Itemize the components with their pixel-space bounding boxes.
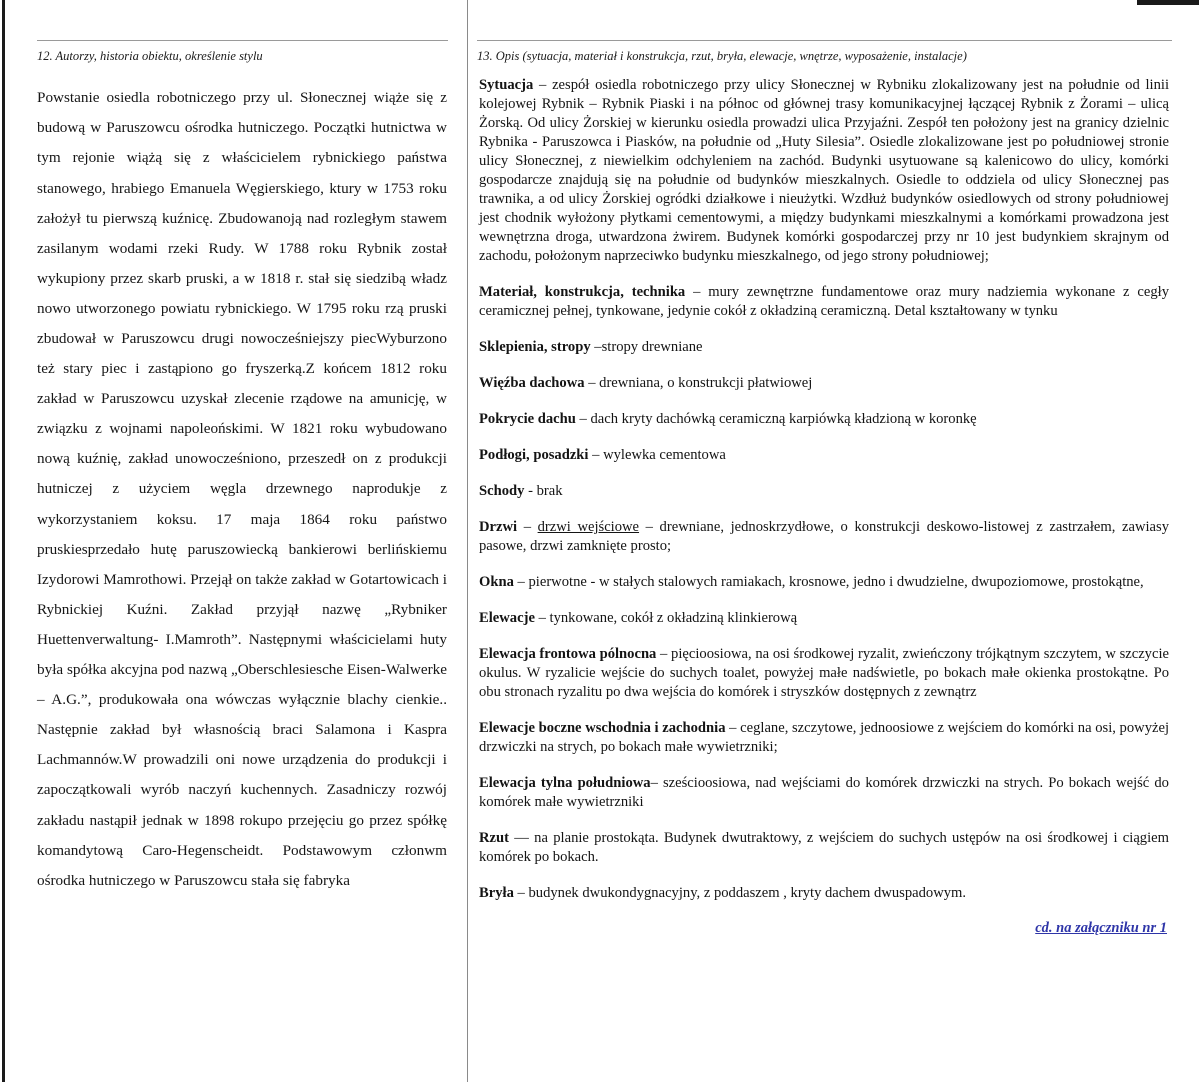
- description-entry-text: zespół osiedla robotniczego przy ulicy Słonecznej w Rybniku zlokalizowany jest na południe od linii kolejowej Rybnik – Rybnik Piaski i na północ od głównej trasy komunikacyjnej łączącej Rybnik z Żorami – ulicą Żorską. Od ulicy Żorskiej w kierunku osiedla prowadzi ulica Przyjaźni. Zespół ten położony jest na granicy dzielnic Rybnika - Paruszowca i Piasków, na południe od „Huty Silesia”. Osiedle zlokalizowane jest po południowej stronie ulicy Słonecznej, z niewielkim odchyleniem na zachód. Budynki usytuowane są kalenicowo do ulicy, komórki gospodarcze znajdują się na południe od budynków mieszkalnych. Osiedle to oddziela od ulicy Słonecznej pas trawnika, a od ulicy Żorskiej ogródki działkowe i nieużytki. Wzdłuż budynków osiedlowych od strony południowej jest chodnik wyłożony płytkami cementowymi, a między budynkami mieszkalnymi a komórkami prowadzona jest wewnętrzna droga, utwardzona żwirem. Budynek komórki gospodarczej przy nr 10 jest budynkiem skrajnym od zachodu, położonym naprzeciwko budynku mieszkalnego, od jego strony południowej;: [479, 77, 1169, 265]
- description-entry-label: Elewacja frontowa pólnocna: [479, 646, 657, 663]
- description-entry: Drzwi – drzwi wejściowe – drewniane, jednoskrzydłowe, o konstrukcji deskowo-listowej z zastrzałem, zawiasy pasowe, drzwi zamknięte prosto;: [479, 519, 1169, 555]
- two-column-layout: [18, 0, 1181, 1082]
- description-entry-text: pięcioosiowa, na osi środkowej ryzalit, zwieńczony trójkątnym szczytem, w szczycie okulus. W ryzalicie wejście do suchych toalet, powyżej małe nadświetle, po bokach małe okienka prostokątne. Po obu stronach ryzalitu po dwa wejścia do komórek i stryszków dostępnych z zewnątrz: [479, 646, 1169, 701]
- description-entry-label: Pokrycie dachu: [479, 411, 576, 428]
- description-entry-underlined-term: drzwi wejściowe: [537, 519, 640, 536]
- description-entry: Rzut — na planie prostokąta. Budynek dwutraktowy, z wejściem do suchych ustępów na osi środkowej i ciągiem komórek po bokach.: [479, 830, 1169, 866]
- description-entry-text: mury zewnętrzne fundamentowe oraz mury nadziemia wykonane z cegły ceramicznej pełnej, tynkowane, jedynie cokół z okładziną ceramiczną. Detal kształtowany w tynku: [479, 284, 1169, 320]
- description-entry: Więźba dachowa – drewniana, o konstrukcji płatwiowej: [479, 375, 813, 392]
- description-entry-text: brak: [536, 483, 563, 500]
- description-entry-label: Schody: [479, 483, 525, 500]
- description-entry: Schody - brak: [479, 483, 563, 500]
- description-entry-label: Materiał, konstrukcja, technika: [479, 284, 686, 301]
- description-entry: Sytuacja – zespół osiedla robotniczego przy ulicy Słonecznej w Rybniku zlokalizowany jest na południe od linii kolejowej Rybnik – Rybnik Piaski i na północ od głównej trasy komunikacyjnej łączącej Rybnik z Żorami – ulicą Żorską. Od ulicy Żorskiej w kierunku osiedla prowadzi ulica Przyjaźni. Zespół ten położony jest na granicy dzielnic Rybnika - Paruszowca i Piasków, na południe od „Huty Silesia”. Osiedle zlokalizowane jest po południowej stronie ulicy Słonecznej, z niewielkim odchyleniem na zachód. Budynki usytuowane są kalenicowo do ulicy, komórki gospodarcze znajdują się na południe od budynków mieszkalnych. Osiedle to oddziela od ulicy Słonecznej pas trawnika, a od ulicy Żorskiej ogródki działkowe i nieużytki. Wzdłuż budynków osiedlowych od strony południowej jest chodnik wyłożony płytkami cementowymi, a między budynkami mieszkalnymi a komórkami prowadzona jest wewnętrzna droga, utwardzona żwirem. Budynek komórki gospodarczej przy nr 10 jest budynkiem skrajnym od zachodu, położonym naprzeciwko budynku mieszkalnego, od jego strony południowej;: [479, 77, 1169, 265]
- description-entry-text: ceglane, szczytowe, jednoosiowe z wejściem do komórki na osi, powyżej drzwiczki na strych, po bokach małe wywietrzniki;: [479, 720, 1169, 756]
- description-entry-text: dach kryty dachówką ceramiczną karpiówką kładzioną w koronkę: [590, 411, 977, 428]
- description-entry-text: na planie prostokąta. Budynek dwutraktowy, z wejściem do suchych ustępów na osi środkowej i ciągiem komórek po bokach.: [479, 830, 1169, 866]
- description-entry: Sklepienia, stropy –stropy drewniane: [479, 339, 703, 356]
- description-entry: Okna – pierwotne - w stałych stalowych ramiakach, krosnowe, jedno i dwudzielne, dwupoziomowe, prostokątne,: [479, 574, 1144, 591]
- description-entry-label: Sytuacja: [479, 77, 534, 94]
- description-entry-label: Bryła: [479, 885, 514, 902]
- field-13-heading: 13. Opis (sytuacja, materiał i konstrukcja, rzut, bryła, elewacje, wnętrze, wyposażenie, instalacje): [477, 49, 967, 63]
- description-entry: Elewacja frontowa pólnocna – pięcioosiowa, na osi środkowej ryzalit, zwieńczony trójkątnym szczytem, w szczycie okulus. W ryzalicie wejście do suchych toalet, powyżej małe nadświetle, po bokach małe okienka prostokątne. Po obu stronach ryzalitu po dwa wejścia do komórek i stryszków dostępnych z zewnątrz: [479, 646, 1169, 701]
- record-card-sheet: [18, 0, 1181, 1082]
- page-edge-left-artifact: [2, 0, 5, 1082]
- description-entry: Elewacje boczne wschodnia i zachodnia – ceglane, szczytowe, jednoosiowe z wejściem do komórki na osi, powyżej drzwiczki na strych, po bokach małe wywietrzniki;: [479, 720, 1169, 756]
- description-entry-text: stropy drewniane: [601, 339, 703, 356]
- field-12-body-text: Powstanie osiedla robotniczego przy ul. Słonecznej wiąże się z budową w Paruszowcu ośrodka hutniczego. Początki hutnictwa w tym rejonie wiążą się z właścicielem rybnickiego państwa stanowego, hrabiego Emanuela Węgierskiego, ktury w 1753 roku założył tu pierwszą kuźnicę. Zbudowanoją nad rozległym stawem zasilanym wodami rzeki Rudy. W 1788 roku Rybnik został wykupiony przez skarb pruski, a w 1818 r. stał się siedzibą władz nowo utworzonego powiatu rybnickiego. W 1795 roku rzą pruski zbudował w Paruszowcu drugi nowocześniejszy piecWyburzono też stary piec i zastąpiono go fryszerką.Z końcem 1812 roku zakład w Paruszowcu uzyskał zlecenie rządowe na amunicję, w związku z wojnami napoleońskimi. W 1821 roku wybudowano nową kuźnię, zakład unowocześniono, przeszedł on z produkcji hutniczej z użyciem węgla drzewnego naprodukje z wykorzystaniem koksu. 17 maja 1864 roku państwo pruskiesprzedało hutę paruszowiecką bankierowi berlińskiemu Izydorowi Mamrothowi. Przejął on także zakład w Gotartowicach i Rybnickiej Kuźni. Zakład przyjął nazwę „Rybniker Huettenverwaltung- I.Mamroth”. Następnymi właścicielami huty była spółka akcyjna pod nazwą „Oberschlesiesche Eisen-Walwerke – A.G.”, produkowała ona wówczas wyłącznie blachy cienkie.. Następnie zakład był własnością braci Salamona i Kaspra Lachmannów.W prowadzili oni nowe urządzenia do produkcji i zapoczątkowali wyrób naczyń kuchennych. Zasadniczy rozwój zakładu nastąpił jednak w 1898 rokupo przejęciu go przez spółkę komandytową Caro-Hegenscheidt. Podstawowym członwm ośrodka hutniczego w Paruszowcu stała się fabryka: [37, 89, 447, 889]
- description-entry-label: Więźba dachowa: [479, 375, 585, 392]
- description-entry-label: Rzut: [479, 830, 509, 847]
- description-entry: Elewacja tylna południowa– sześcioosiowa, nad wejściami do komórek drzwiczki na strych. Po bokach wejść do komórek małe wywietrzniki: [479, 775, 1169, 811]
- description-entry: Materiał, konstrukcja, technika – mury zewnętrzne fundamentowe oraz mury nadziemia wykonane z cegły ceramicznej pełnej, tynkowane, jedynie cokół z okładziną ceramiczną. Detal kształtowany w tynku: [479, 284, 1169, 320]
- continuation-note[interactable]: [468, 920, 1167, 937]
- description-entry-text: – drewniane, jednoskrzydłowe, o konstrukcji deskowo-listowej z zastrzałem, zawiasy pasowe, drzwi zamknięte prosto;: [479, 519, 1169, 555]
- field-12-heading: 12. Autorzy, historia obiektu, określenie stylu: [37, 49, 263, 63]
- description-entry: Elewacje – tynkowane, cokół z okładziną klinkierową: [479, 610, 798, 627]
- column-field-13: [467, 0, 1181, 1082]
- description-entry-text: wylewka cementowa: [603, 447, 726, 464]
- description-entry-text: tynkowane, cokół z okładziną klinkierową: [549, 610, 798, 627]
- description-entry: Pokrycie dachu – dach kryty dachówką ceramiczną karpiówką kładzioną w koronkę: [479, 411, 977, 428]
- description-entry-label: Sklepienia, stropy: [479, 339, 591, 356]
- description-entry-label: Podłogi, posadzki: [479, 447, 589, 464]
- description-entry-label: Elewacje: [479, 610, 535, 627]
- description-entry-text: pierwotne - w stałych stalowych ramiakach, krosnowe, jedno i dwudzielne, dwupoziomowe, prostokątne,: [528, 574, 1144, 591]
- column-field-12: [18, 0, 467, 1082]
- description-entry-label: Okna: [479, 574, 514, 591]
- description-entry-text: drewniana, o konstrukcji płatwiowej: [599, 375, 813, 392]
- description-entry-text: budynek dwukondygnacyjny, z poddaszem , kryty dachem dwuspadowym.: [528, 885, 967, 902]
- description-entry-label: Elewacja tylna południowa: [479, 775, 651, 792]
- description-entry-text: sześcioosiowa, nad wejściami do komórek drzwiczki na strych. Po bokach wejść do komórek małe wywietrzniki: [479, 775, 1169, 811]
- continuation-note-text: cd. na załączniku nr 1: [1035, 920, 1167, 937]
- description-entry-label: Drzwi: [479, 519, 518, 536]
- field-13-entry-list: [479, 64, 1169, 903]
- description-entry-label: Elewacje boczne wschodnia i zachodnia: [479, 720, 726, 737]
- description-entry: Podłogi, posadzki – wylewka cementowa: [479, 447, 726, 464]
- description-entry: Bryła – budynek dwukondygnacyjny, z poddaszem , kryty dachem dwuspadowym.: [479, 885, 967, 902]
